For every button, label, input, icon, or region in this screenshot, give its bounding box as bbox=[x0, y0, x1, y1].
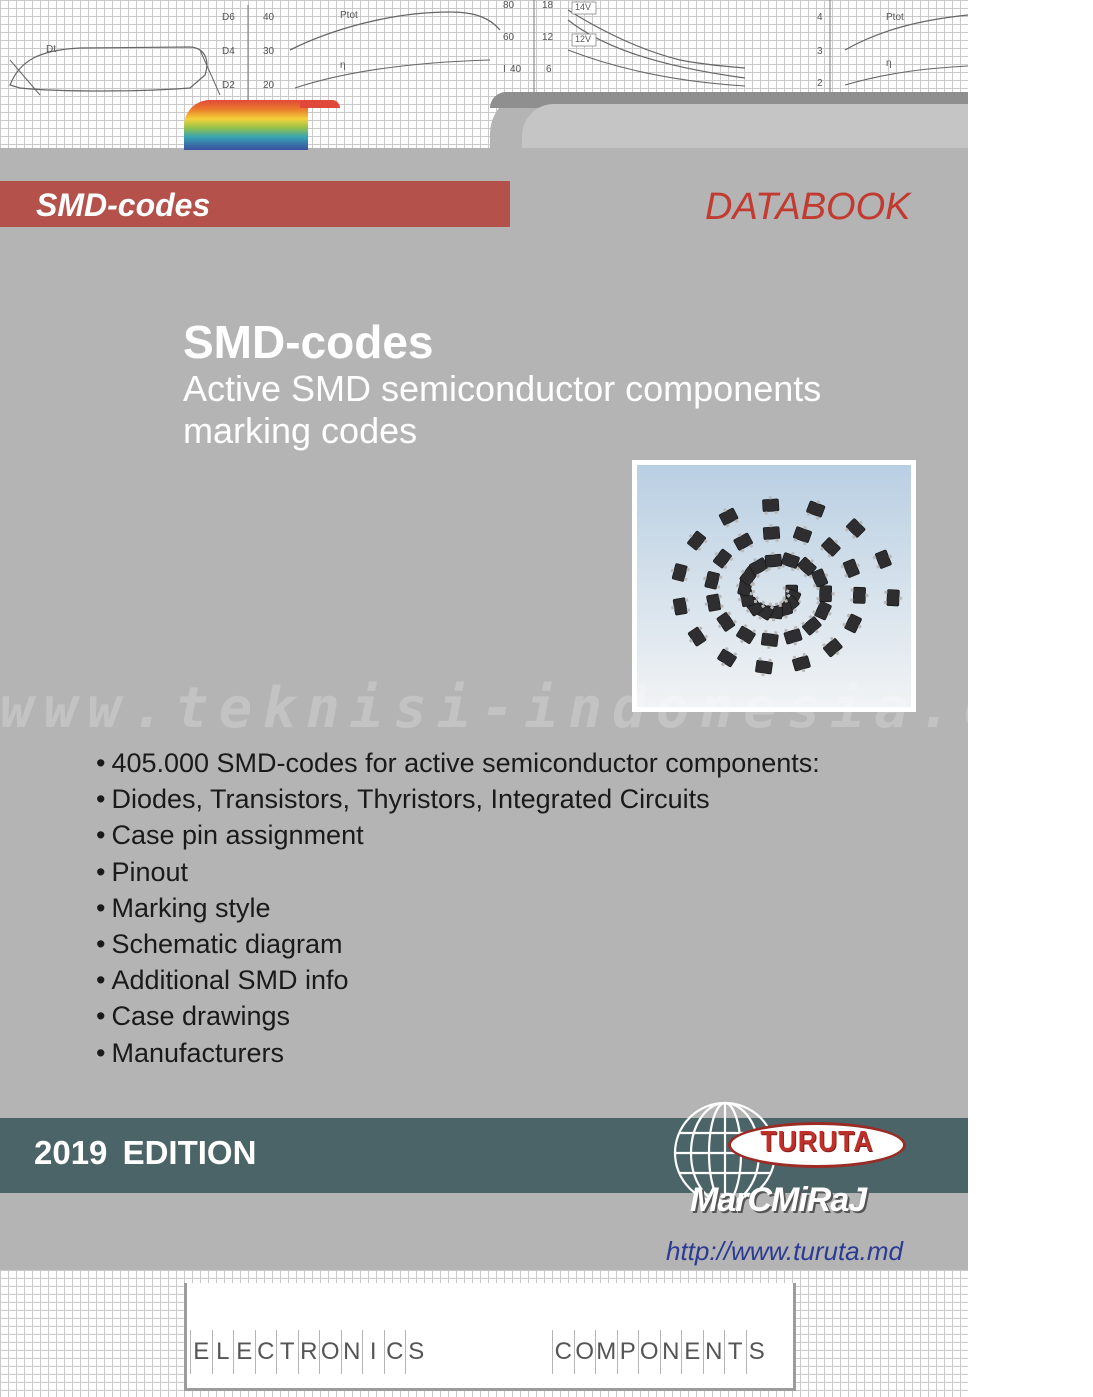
components-letters bbox=[552, 1330, 767, 1374]
letter-cell: N bbox=[660, 1330, 682, 1374]
letter-cell: O bbox=[638, 1330, 660, 1374]
letter-cell: E bbox=[681, 1330, 703, 1374]
electronics-letters bbox=[190, 1330, 427, 1374]
letter-cell: I bbox=[362, 1330, 384, 1374]
row-label: D6 bbox=[222, 12, 235, 23]
feature-text: Case drawings bbox=[111, 1001, 291, 1032]
feature-item bbox=[96, 890, 820, 926]
feature-item bbox=[96, 781, 820, 817]
header-band-label: SMD-codes bbox=[36, 187, 211, 223]
bullet: • bbox=[96, 892, 106, 923]
y-axis-label: I bbox=[503, 64, 506, 75]
letter-cell: O bbox=[319, 1330, 341, 1374]
letter-cell: P bbox=[617, 1330, 639, 1374]
feature-text: Additional SMD info bbox=[111, 965, 349, 996]
bullet: • bbox=[96, 1001, 106, 1032]
letter-cell: E bbox=[233, 1330, 255, 1374]
letter-cell: N bbox=[341, 1330, 363, 1374]
cover-title: SMD-codes bbox=[183, 316, 434, 368]
bullet: • bbox=[96, 856, 106, 887]
letter-cell: N bbox=[703, 1330, 725, 1374]
feature-item bbox=[96, 926, 820, 962]
turuta-logo-text: TURUTA bbox=[760, 1126, 874, 1158]
y-tick-label: 40 bbox=[510, 64, 522, 75]
subtitle-line: marking codes bbox=[183, 410, 418, 451]
curve-label: 14V bbox=[575, 2, 592, 12]
y-tick-label: 3 bbox=[817, 46, 823, 57]
y-tick-label: 60 bbox=[503, 32, 515, 43]
curve-label: η bbox=[340, 60, 346, 71]
y-tick-label: 18 bbox=[542, 0, 554, 11]
y-tick-label: 12 bbox=[542, 32, 554, 43]
feature-text: 405.000 SMD-codes for active semiconductor components: bbox=[111, 748, 820, 778]
curve-label: η bbox=[886, 58, 892, 69]
feature-item bbox=[96, 1035, 820, 1071]
y-tick-label: 40 bbox=[263, 12, 275, 23]
bullet: • bbox=[96, 928, 106, 959]
subtitle-line: Active SMD semiconductor components bbox=[183, 368, 822, 409]
letter-cell: T bbox=[724, 1330, 746, 1374]
curve-label: Ptot bbox=[340, 10, 358, 21]
rainbow-stripe bbox=[184, 100, 308, 150]
edition-label: 2019 EDITION bbox=[34, 1134, 257, 1171]
letter-cell: S bbox=[746, 1330, 768, 1374]
y-tick-label: 4 bbox=[817, 12, 823, 23]
feature-item bbox=[96, 745, 820, 781]
row-label: D2 bbox=[222, 80, 235, 91]
curve-label: 12V bbox=[575, 34, 592, 44]
smd-components-image bbox=[637, 465, 911, 707]
watermark: www.teknisi-indonesia.com bbox=[0, 676, 1093, 741]
letter-cell: C bbox=[255, 1330, 277, 1374]
feature-text: Schematic diagram bbox=[111, 928, 343, 959]
website-link[interactable]: http://www.turuta.md bbox=[666, 1236, 903, 1266]
y-tick-label: 20 bbox=[263, 80, 275, 91]
product-photo bbox=[632, 460, 916, 712]
y-tick-label: 80 bbox=[503, 0, 515, 11]
databook-label: DATABOOK bbox=[705, 186, 911, 228]
y-tick-label: 6 bbox=[546, 64, 552, 75]
feature-text: Diodes, Transistors, Thyristors, Integrated Circuits bbox=[111, 784, 710, 815]
row-label: D4 bbox=[222, 46, 235, 57]
y-tick-label: 30 bbox=[263, 46, 275, 57]
bullet: • bbox=[96, 965, 106, 996]
letter-cell: M bbox=[595, 1330, 617, 1374]
letter-cell: S bbox=[405, 1330, 427, 1374]
feature-item bbox=[96, 817, 820, 853]
cover-subtitle bbox=[183, 368, 903, 452]
letter-cell: E bbox=[190, 1330, 212, 1374]
letter-cell: C bbox=[552, 1330, 574, 1374]
feature-text: Manufacturers bbox=[111, 1037, 285, 1068]
bullet: • bbox=[96, 748, 106, 778]
marcmiraj-logo-text: MarCMiRaJ bbox=[690, 1181, 867, 1219]
feature-text: Case pin assignment bbox=[111, 820, 364, 851]
letter-cell: O bbox=[574, 1330, 596, 1374]
feature-text: Marking style bbox=[111, 892, 271, 923]
feature-item bbox=[96, 998, 820, 1034]
letter-cell: R bbox=[298, 1330, 320, 1374]
y-tick-label: 2 bbox=[817, 78, 823, 89]
feature-item bbox=[96, 854, 820, 890]
letter-cell: T bbox=[276, 1330, 298, 1374]
bullet: • bbox=[96, 820, 106, 851]
feature-item bbox=[96, 962, 820, 998]
letter-cell: C bbox=[384, 1330, 406, 1374]
bullet: • bbox=[96, 1037, 106, 1068]
feature-text: Pinout bbox=[111, 856, 189, 887]
feature-list bbox=[96, 745, 820, 1071]
bullet: • bbox=[96, 784, 106, 815]
letter-cell: L bbox=[212, 1330, 234, 1374]
curve-label: Ptot bbox=[886, 12, 904, 23]
curve-label: Dt bbox=[46, 44, 56, 55]
rainbow-stripe-tail bbox=[300, 100, 340, 108]
